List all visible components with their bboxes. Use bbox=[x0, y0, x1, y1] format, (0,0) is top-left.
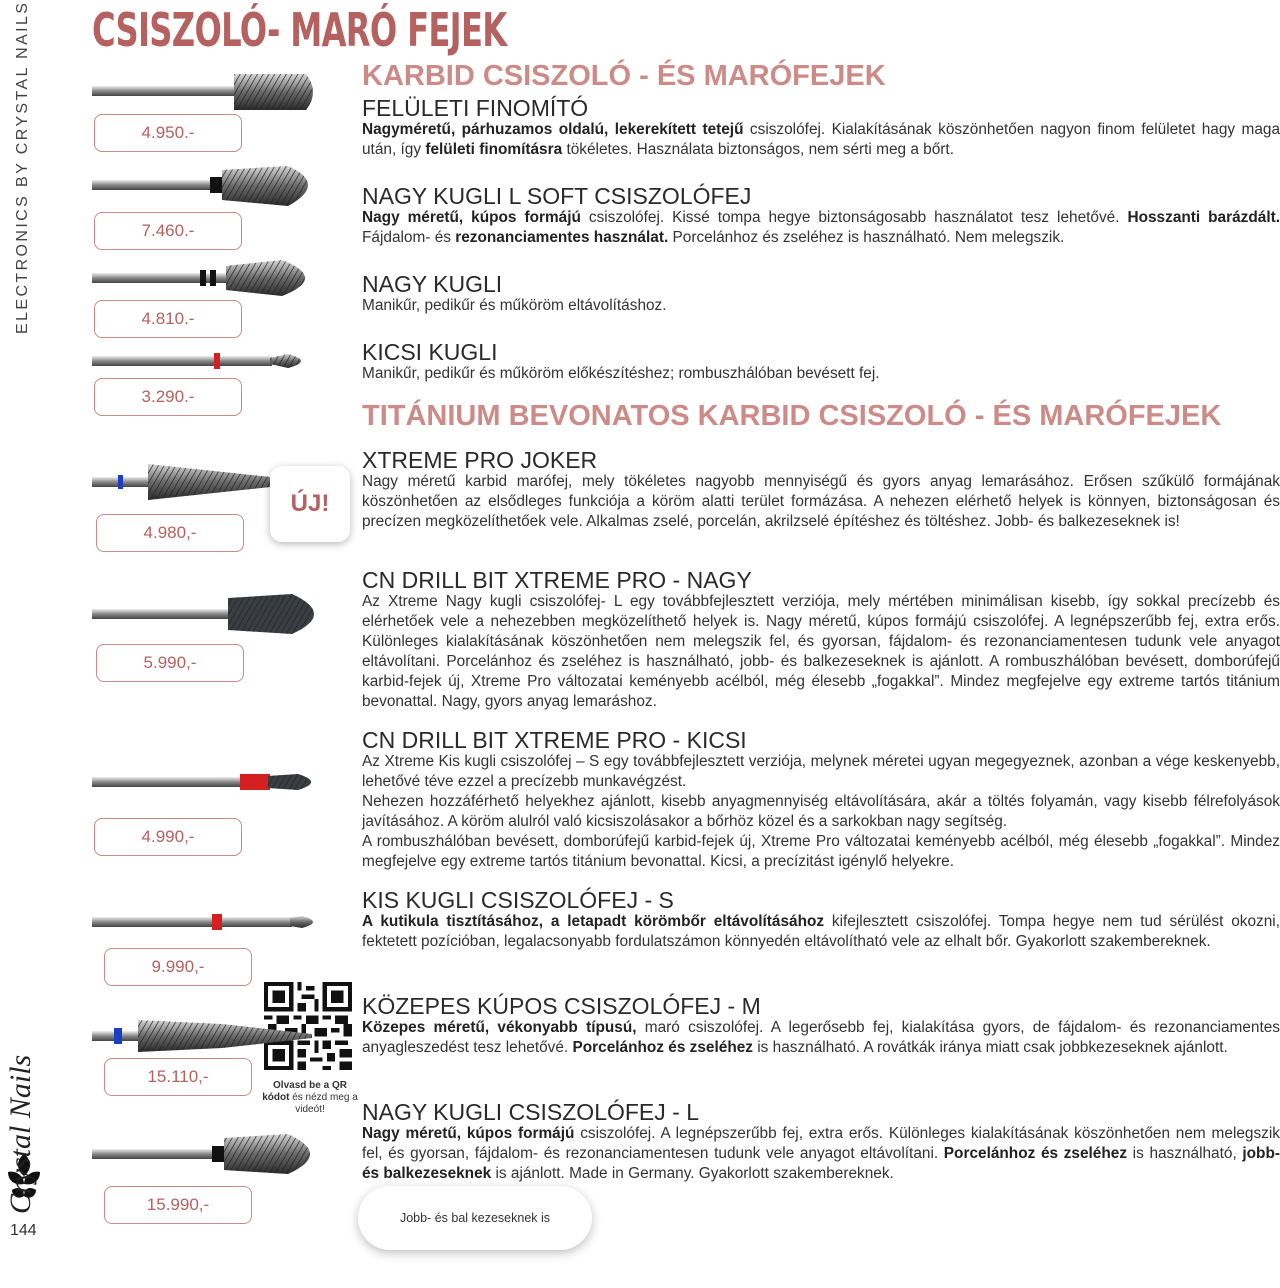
section-title-carbide: KARBID CSISZOLÓ - ÉS MARÓFEJEK bbox=[362, 60, 886, 92]
drill-bit-xtreme-small-icon bbox=[92, 770, 328, 794]
product-description: Nagy méretű, kúpos formájú csiszolófej. A legnépszerűbb fej, extra erős. Különleges kialakításának köszönhetően nem melegszik fel, és gyorsan, fájdalom- és rezonanciamentesen tudunk vele anyagot eltávolítani. Porcelánhoz és zseléhez is használható, jobb- és balkezeseknek is ajánlott. Made in Germany. Gyakorlott szakembereknek. bbox=[362, 1125, 1280, 1182]
product-description: Közepes méretű, vékonyabb típusú, maró csiszolófej. A legerősebb fej, kialakítása gyors, de fájdalom- és rezonanciamentes anyagleszedést tesz lehetővé. Porcelánhoz és zseléhez is használható. A rovátkák iránya miatt csak jobbkezeseknek ajánlott. bbox=[362, 1019, 1280, 1056]
product-name: NAGY KUGLI bbox=[362, 271, 503, 297]
product-name: KIS KUGLI CSISZOLÓFEJ - S bbox=[362, 887, 674, 913]
drill-bit-flame-icon bbox=[92, 256, 328, 300]
product-description: Az Xtreme Nagy kugli csiszolófej- L egy továbbfejlesztett verziója, mely mértében minimálisan kisebb, így sokkal precízebb és elérhetőek vele a nehezebben megközelíthető helyek is. Nagy méretű, kúpos formájú csiszolófej. A legnépszerűbb fej, extra erős. Különleges kialakításának köszönhetően nem melegszik fel, és gyorsan, fájdalom- és rezonanciamentesen tudunk vele anyagot eltávolítani. Porcelánhoz és zseléhez is használható, jobb- és balkezeseknek is ajánlott. A rombuszhálóban bevésett, domborúfejű karbid-fejek új, Xtreme Pro változatai keményebb acélból, még élesebb „fogakkal”. Mindez megfejelve egy extreme tartós titánium bevonattal. Nagy, gyors anyag lemaráshoz. bbox=[362, 593, 1280, 710]
product bbox=[362, 888, 1280, 952]
price-tag: 3.290.- bbox=[94, 378, 242, 416]
product-name: KICSI KUGLI bbox=[362, 339, 498, 365]
product-name: XTREME PRO JOKER bbox=[362, 447, 598, 473]
price-tag: 7.460.- bbox=[94, 212, 242, 250]
drill-bit-cone-medium-icon bbox=[92, 1016, 328, 1056]
product-description: Nagy méretű, kúpos formájú csiszolófej. Kissé tompa hegye biztonságosabb használatot tesz lehetővé. Hosszanti barázdált. Fájdalom- és rezonanciamentes használat. Porcelánhoz és zseléhez is használható. Nem melegszik. bbox=[362, 209, 1280, 246]
page-title: CSISZOLÓ- MARÓ FEJEK bbox=[92, 3, 507, 57]
product-description: Manikűr, pedikűr és műköröm előkészítéshez; rombuszhálóban bevésett fej. bbox=[362, 365, 880, 382]
price-tag: 15.110,- bbox=[104, 1058, 252, 1096]
price-tag: 4.810.- bbox=[94, 300, 242, 338]
page-number: 144 bbox=[10, 1222, 37, 1239]
product bbox=[362, 272, 1280, 316]
handedness-note: Jobb- és bal kezeseknek is bbox=[358, 1186, 592, 1250]
price-tag: 4.980,- bbox=[96, 514, 244, 552]
drill-bit-flame-icon bbox=[92, 162, 328, 210]
product bbox=[362, 1100, 1280, 1184]
product-name: NAGY KUGLI CSISZOLÓFEJ - L bbox=[362, 1099, 699, 1125]
product bbox=[362, 184, 1280, 248]
price-tag: 15.990,- bbox=[104, 1186, 252, 1224]
drill-bit-cuticle-icon bbox=[92, 910, 324, 934]
product bbox=[362, 728, 1280, 872]
product-description: A kutikula tisztításához, a letapadt körömbőr eltávolításához kifejlesztett csiszolófej. Tompa hegye nem tud sérülést okozni, fektetett pozícióban, legalacsonyabb fordulatszámon könnyedén eltávolítható vele az elhalt bőr. Gyakorlott szakembereknek. bbox=[362, 913, 1280, 950]
drill-bit-small-ball-icon bbox=[92, 348, 316, 376]
drill-bit-large-flame-icon bbox=[92, 1130, 328, 1178]
price-tag: 4.950.- bbox=[94, 114, 242, 152]
product-name: CN DRILL BIT XTREME PRO - KICSI bbox=[362, 727, 747, 753]
new-badge: ÚJ! bbox=[270, 466, 350, 542]
price-tag: 5.990,- bbox=[96, 644, 244, 682]
product bbox=[362, 448, 1280, 532]
price-tag: 9.990,- bbox=[104, 948, 252, 986]
product-name: KÖZEPES KÚPOS CSISZOLÓFEJ - M bbox=[362, 993, 761, 1019]
product-description: Az Xtreme Kis kugli csiszolófej – S egy továbbfejlesztett verziója, melynek méretei ugyan megegyeznek, azonban a vége keskenyebb, lehetővé téve ezzel a precízebb munkavégzést. Nehezen hozzáférhető helyekhez ajánlott, kisebb anyagmennyiség eltávolítására, akár a töltés folyamán, vagy kisebb félrefolyások javításához. A köröm alulról való kicsiszolásakor a bőrhöz közel és a sarkokban nagy segítség. A rombuszhálóban bevésett, domborúfejű karbid-fejek új, Xtreme Pro változatai keményebb acélból, még élesebb „fogakkal”. Mindez megfejelve egy extreme tartós titánium bevonattal. Kicsi, a precízitást igénylő helyekre. bbox=[362, 753, 1280, 870]
product bbox=[362, 96, 1280, 160]
product bbox=[362, 994, 1280, 1058]
drill-bit-cylinder-icon bbox=[92, 70, 324, 114]
product-description: Nagy méretű karbid marófej, mely tökéletes nagyobb mennyiségű és gyors anyag lemarásához. Erősen szűkülő formájának köszönhetően az elsődleges funkciója a köröm alatti terület formázása. A nehezen elérhető helyek is könnyen, biztonságosan és precízen megközelíthetőek vele. Alkalmas zselé, porcelán, akrilzselé építéshez és töltéshez. Jobb- és balkezeseknek is! bbox=[362, 473, 1280, 530]
qr-caption: Olvasd be a QR kódot és nézd meg a videót! bbox=[262, 1080, 358, 1115]
product-description: Nagyméretű, párhuzamos oldalú, lekerekített tetejű csiszolófej. Kialakításának köszönhetően nagyon finom felületet hagy maga után, így felületi finomításra tökéletes. Használata biztonságos, nem sérti meg a bőrt. bbox=[362, 121, 1280, 158]
product-name: NAGY KUGLI L SOFT CSISZOLÓFEJ bbox=[362, 183, 752, 209]
product-name: CN DRILL BIT XTREME PRO - NAGY bbox=[362, 567, 752, 593]
brand-name: Crystal Nails bbox=[4, 1054, 37, 1214]
product-description: Manikűr, pedikűr és műköröm eltávolításhoz. bbox=[362, 297, 667, 314]
drill-bit-xtreme-large-icon bbox=[92, 590, 328, 638]
product bbox=[362, 340, 1280, 384]
product bbox=[362, 568, 1280, 712]
section-title-titanium: TITÁNIUM BEVONATOS KARBID CSISZOLÓ - ÉS MARÓFEJEK bbox=[362, 400, 1222, 432]
price-tag: 4.990,- bbox=[94, 818, 242, 856]
side-label: ELECTRONICS BY CRYSTAL NAILS bbox=[14, 0, 31, 334]
product-name: FELÜLETI FINOMÍTÓ bbox=[362, 95, 589, 121]
